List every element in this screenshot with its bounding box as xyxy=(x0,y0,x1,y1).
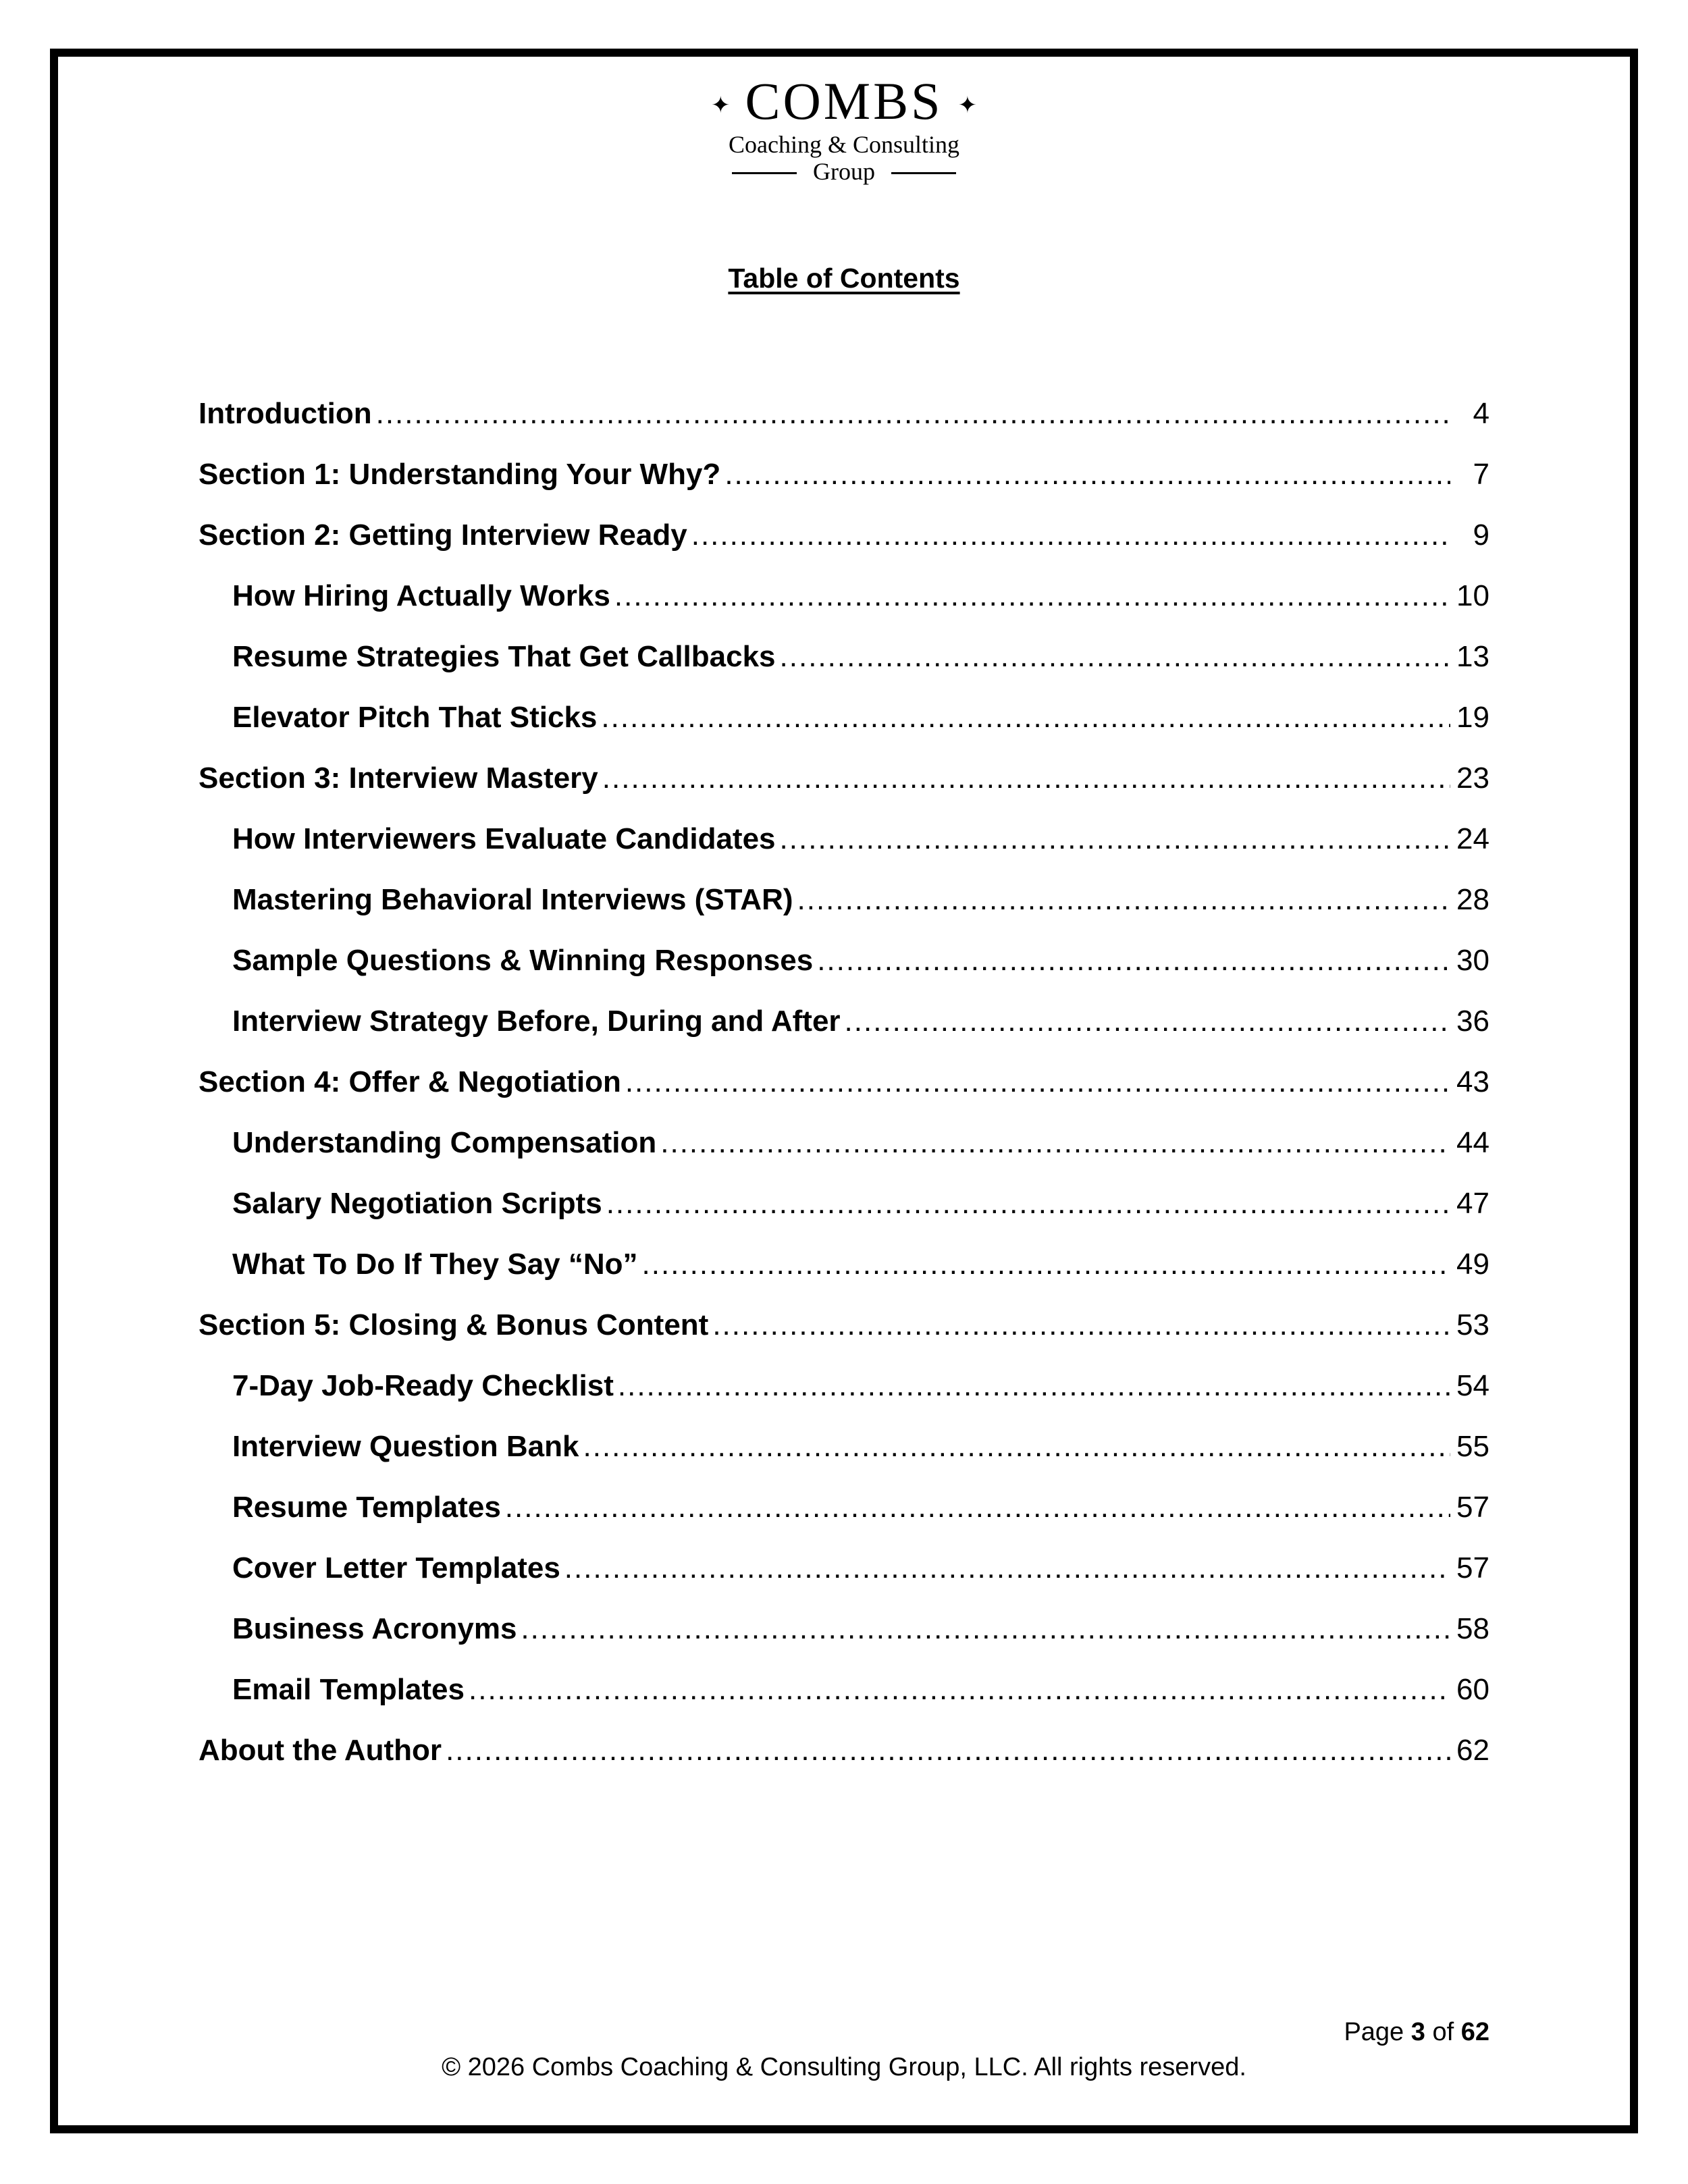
toc-entry-section-5[interactable] xyxy=(199,1308,1489,1369)
toc-label: Section 5: Closing & Bonus Content xyxy=(199,1308,709,1341)
toc-page: 47 xyxy=(1456,1187,1489,1220)
toc-label: Business Acronyms xyxy=(232,1612,517,1645)
page-total: 62 xyxy=(1460,2018,1489,2046)
toc-page: 36 xyxy=(1456,1005,1489,1038)
toc-leader xyxy=(625,1065,1450,1099)
toc-page: 4 xyxy=(1473,397,1489,430)
toc-label: Mastering Behavioral Interviews (STAR) xyxy=(232,883,793,916)
toc-page: 62 xyxy=(1456,1734,1489,1767)
toc-entry-introduction[interactable] xyxy=(199,397,1489,458)
toc-entry-sample-questions[interactable] xyxy=(199,944,1489,1005)
star-icon: ✦ xyxy=(957,93,978,118)
toc-entry-email-templates[interactable] xyxy=(199,1673,1489,1734)
toc-label: Section 4: Offer & Negotiation xyxy=(199,1065,621,1098)
toc-leader xyxy=(797,883,1451,917)
toc-label: How Hiring Actually Works xyxy=(232,579,610,612)
toc-page: 44 xyxy=(1456,1126,1489,1159)
toc-leader xyxy=(606,1187,1450,1221)
toc-page: 57 xyxy=(1456,1491,1489,1524)
page-of: of xyxy=(1432,2018,1454,2046)
logo-rule-left xyxy=(732,172,797,174)
toc-label: Section 2: Getting Interview Ready xyxy=(199,518,687,552)
toc-entry-acronyms[interactable] xyxy=(199,1612,1489,1673)
toc-label: Section 1: Understanding Your Why? xyxy=(199,458,721,491)
toc-entry-section-2[interactable] xyxy=(199,518,1489,579)
page-number xyxy=(1344,2017,1489,2047)
toc-entry-section-3[interactable] xyxy=(199,762,1489,822)
toc-page: 60 xyxy=(1456,1673,1489,1706)
star-icon: ✦ xyxy=(710,93,731,118)
toc-page: 24 xyxy=(1456,822,1489,855)
toc-leader xyxy=(505,1491,1450,1524)
toc-label: Email Templates xyxy=(232,1673,465,1706)
page-current: 3 xyxy=(1410,2018,1425,2046)
toc-entry-question-bank[interactable] xyxy=(199,1430,1489,1491)
toc-label: 7-Day Job-Ready Checklist xyxy=(232,1369,614,1402)
toc-entry-say-no[interactable] xyxy=(199,1248,1489,1308)
toc-entry-evaluate-candidates[interactable] xyxy=(199,822,1489,883)
toc-leader xyxy=(724,458,1450,491)
toc-page: 23 xyxy=(1456,762,1489,795)
toc-page: 49 xyxy=(1456,1248,1489,1281)
toc-label: Understanding Compensation xyxy=(232,1126,657,1159)
toc-page: 58 xyxy=(1456,1612,1489,1645)
toc-leader xyxy=(469,1673,1450,1707)
toc-leader xyxy=(660,1126,1450,1160)
toc-leader xyxy=(845,1005,1450,1038)
toc-page: 55 xyxy=(1456,1430,1489,1463)
toc-entry-resume-strategies[interactable] xyxy=(199,640,1489,701)
toc-entry-cover-letter[interactable] xyxy=(199,1551,1489,1612)
toc-leader xyxy=(780,822,1450,856)
toc-label: About the Author xyxy=(199,1734,442,1767)
toc-page: 9 xyxy=(1473,518,1489,552)
toc-leader xyxy=(521,1612,1450,1646)
toc-leader xyxy=(642,1248,1450,1281)
table-of-contents xyxy=(199,397,1489,1794)
logo-group: Group xyxy=(813,158,875,185)
logo-rule-right xyxy=(891,172,956,174)
toc-entry-section-4[interactable] xyxy=(199,1065,1489,1126)
toc-page: 19 xyxy=(1456,701,1489,734)
toc-leader xyxy=(780,640,1450,674)
toc-entry-compensation[interactable] xyxy=(199,1126,1489,1187)
toc-leader xyxy=(601,701,1450,735)
toc-page: 43 xyxy=(1456,1065,1489,1098)
toc-entry-hiring[interactable] xyxy=(199,579,1489,640)
toc-label: Interview Question Bank xyxy=(232,1430,579,1463)
page-prefix: Page xyxy=(1344,2018,1404,2046)
toc-leader xyxy=(618,1369,1450,1403)
toc-label: Interview Strategy Before, During and After xyxy=(232,1005,841,1038)
toc-leader xyxy=(602,762,1450,795)
toc-entry-behavioral[interactable] xyxy=(199,883,1489,944)
toc-leader xyxy=(583,1430,1450,1464)
toc-entry-elevator-pitch[interactable] xyxy=(199,701,1489,762)
toc-page: 30 xyxy=(1456,944,1489,977)
toc-leader xyxy=(564,1551,1450,1585)
toc-entry-interview-strategy[interactable] xyxy=(199,1005,1489,1065)
toc-label: Sample Questions & Winning Responses xyxy=(232,944,814,977)
logo-subtitle: Coaching & Consulting xyxy=(729,131,959,158)
toc-leader xyxy=(691,518,1450,552)
toc-label: Resume Strategies That Get Callbacks xyxy=(232,640,776,673)
toc-leader xyxy=(712,1308,1450,1342)
toc-leader xyxy=(446,1734,1450,1767)
toc-page: 54 xyxy=(1456,1369,1489,1402)
copyright-notice: © 2026 Combs Coaching & Consulting Group, LLC. All rights reserved. xyxy=(442,2053,1246,2081)
toc-page: 53 xyxy=(1456,1308,1489,1341)
company-logo xyxy=(695,73,993,188)
toc-leader xyxy=(376,397,1450,431)
page-title: Table of Contents xyxy=(728,263,960,294)
toc-page: 7 xyxy=(1473,458,1489,491)
toc-page: 28 xyxy=(1456,883,1489,916)
toc-entry-section-1[interactable] xyxy=(199,458,1489,518)
toc-label: Resume Templates xyxy=(232,1491,501,1524)
toc-label: How Interviewers Evaluate Candidates xyxy=(232,822,776,855)
toc-label: Elevator Pitch That Sticks xyxy=(232,701,598,734)
toc-label: Section 3: Interview Mastery xyxy=(199,762,598,795)
toc-label: Salary Negotiation Scripts xyxy=(232,1187,602,1220)
toc-label: Cover Letter Templates xyxy=(232,1551,560,1584)
toc-entry-checklist[interactable] xyxy=(199,1369,1489,1430)
toc-label: Introduction xyxy=(199,397,372,430)
toc-page: 10 xyxy=(1456,579,1489,612)
toc-page: 13 xyxy=(1456,640,1489,673)
toc-entry-resume-templates[interactable] xyxy=(199,1491,1489,1551)
toc-leader xyxy=(614,579,1450,613)
toc-label: What To Do If They Say “No” xyxy=(232,1248,638,1281)
toc-entry-salary-scripts[interactable] xyxy=(199,1187,1489,1248)
toc-page: 57 xyxy=(1456,1551,1489,1584)
toc-entry-about-author[interactable] xyxy=(199,1734,1489,1794)
logo-name: COMBS xyxy=(745,72,943,130)
toc-leader xyxy=(817,944,1450,978)
